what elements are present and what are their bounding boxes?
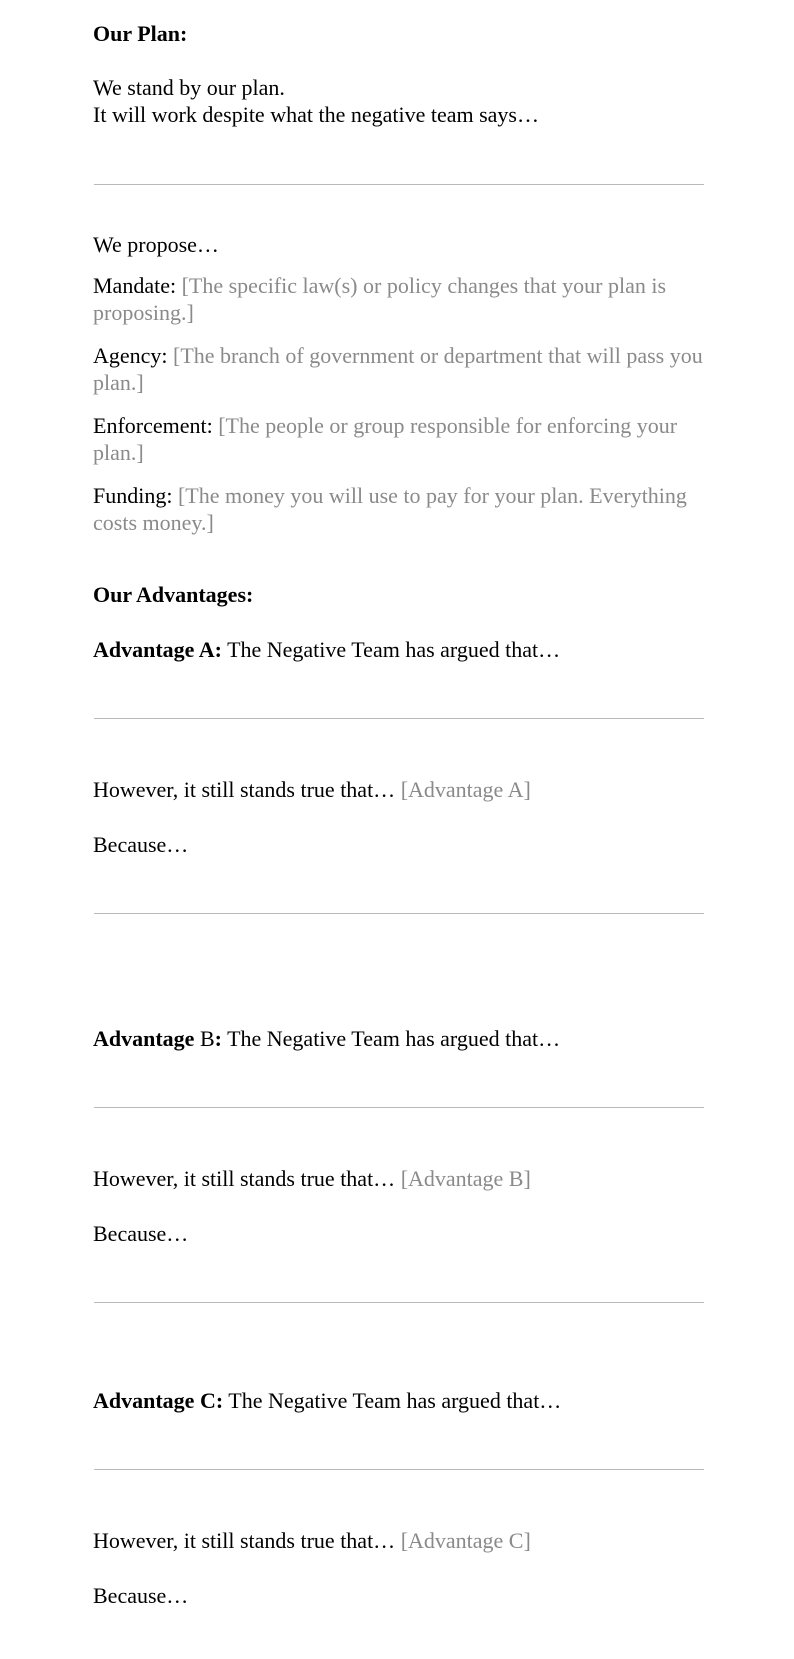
advantage-b-label-colon: : [214,1026,222,1051]
advantage-b-label-letter: B [199,1026,215,1051]
advantage-a-label: Advantage A: [93,637,222,662]
advantage-c-argued-text: The Negative Team has argued that… [228,1388,562,1413]
agency-hint: [The branch of government or department that will pass you plan.] [93,343,703,395]
funding-hint: [The money you will use to pay for your plan. Everything costs money.] [93,483,687,535]
advantage-a-however-text: However, it still stands true that… [93,777,396,802]
propose-intro: We propose… [93,232,219,257]
advantage-a-hint: [Advantage A] [400,777,531,802]
plan-statement [93,74,703,128]
advantage-a-however [93,776,703,803]
enforcement-label: Enforcement: [93,413,213,438]
answer-line-advantage-b-argued[interactable] [94,1107,704,1108]
agency-label: Agency: [93,343,168,368]
advantage-b-however-text: However, it still stands true that… [93,1166,396,1191]
advantage-a-argued-text: The Negative Team has argued that… [227,637,561,662]
funding-item [93,482,703,536]
advantage-b-argued-text: The Negative Team has argued that… [227,1026,561,1051]
advantage-c-however-text: However, it still stands true that… [93,1528,396,1553]
agency-item [93,342,703,396]
advantage-b-however [93,1165,703,1192]
advantage-c-because: Because… [93,1583,189,1608]
plan-heading: Our Plan: [93,21,188,46]
advantage-b-label-word: Advantage [93,1026,195,1051]
enforcement-hint: [The people or group responsible for enforcing your plan.] [93,413,678,465]
answer-line-plan[interactable] [94,184,704,185]
advantage-a-because: Because… [93,832,189,857]
advantage-a-argued [93,636,703,663]
advantage-c-however [93,1527,703,1554]
advantage-c-label: Advantage C: [93,1388,224,1413]
plan-line-2: It will work despite what the negative team says… [93,102,539,127]
advantage-b-because: Because… [93,1221,189,1246]
mandate-hint: [The specific law(s) or policy changes that your plan is proposing.] [93,273,667,325]
answer-line-advantage-c-argued[interactable] [94,1469,704,1470]
advantage-c-argued [93,1387,703,1414]
answer-line-advantage-b-because[interactable] [94,1302,704,1303]
mandate-label: Mandate: [93,273,177,298]
advantage-c-hint: [Advantage C] [400,1528,531,1553]
enforcement-item [93,412,703,466]
advantage-b-hint: [Advantage B] [400,1166,531,1191]
mandate-item [93,272,703,326]
advantages-heading: Our Advantages: [93,582,254,607]
advantage-b-argued [93,1025,703,1052]
answer-line-advantage-a-argued[interactable] [94,718,704,719]
answer-line-advantage-a-because[interactable] [94,913,704,914]
plan-line-1: We stand by our plan. [93,75,285,100]
funding-label: Funding: [93,483,173,508]
